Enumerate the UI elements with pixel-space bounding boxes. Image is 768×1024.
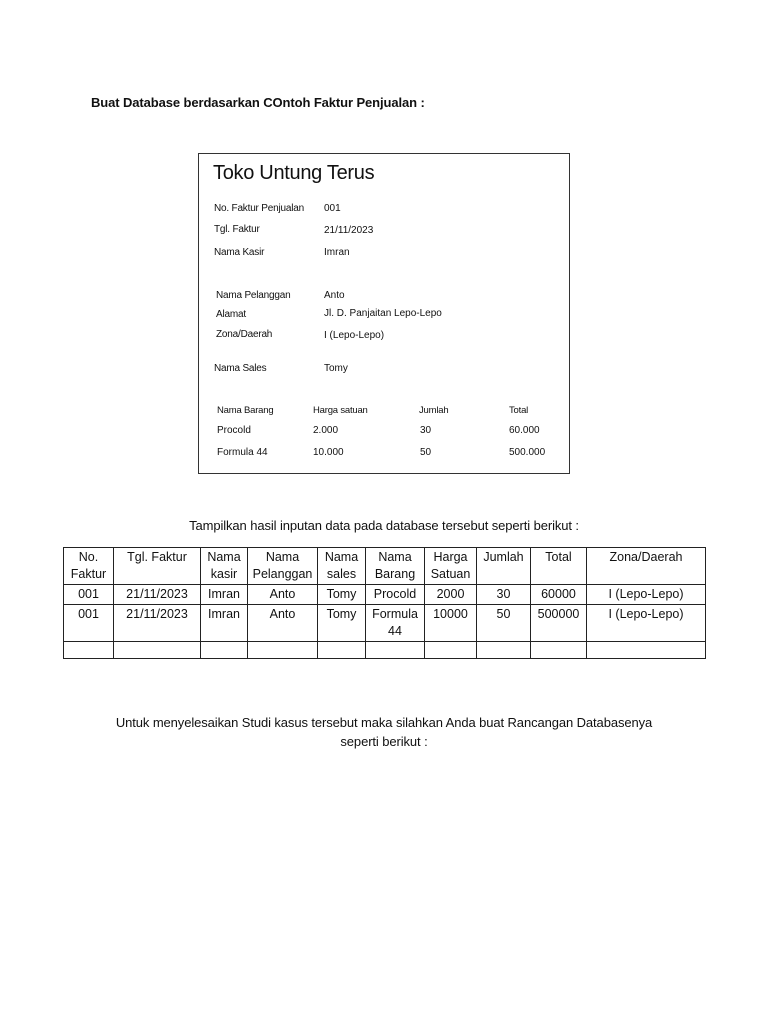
invoice-label-alamat: Alamat: [216, 309, 246, 320]
invoice-col-jumlah: Jumlah: [419, 405, 449, 416]
invoice-value-pelanggan: Anto: [324, 290, 345, 301]
header-nama-barang: Nama Barang: [366, 548, 425, 585]
table-header-row: [64, 548, 706, 585]
invoice-label-sales: Nama Sales: [214, 363, 267, 374]
invoice-item-name: Formula 44: [217, 447, 268, 458]
cell-tgl-faktur: 21/11/2023: [114, 585, 201, 605]
invoice-label-pelanggan: Nama Pelanggan: [216, 290, 291, 301]
cell-nama-kasir: Imran: [201, 605, 248, 642]
cell-tgl-faktur: 21/11/2023: [114, 605, 201, 642]
cell-nama-sales: Tomy: [318, 605, 366, 642]
invoice-image: [198, 153, 570, 474]
invoice-value-no-faktur: 001: [324, 203, 341, 214]
invoice-item-price: 2.000: [313, 425, 339, 436]
cell-nama-pelanggan: Anto: [248, 605, 318, 642]
cell-jumlah: 30: [477, 585, 531, 605]
invoice-value-kasir: Imran: [324, 247, 350, 258]
invoice-col-harga: Harga satuan: [313, 405, 368, 416]
header-zona: Zona/Daerah: [587, 548, 706, 585]
invoice-col-nama-barang: Nama Barang: [217, 405, 274, 416]
result-table: [63, 547, 706, 659]
cell-no-faktur: 001: [64, 605, 114, 642]
table-row: [64, 605, 706, 642]
cell-harga-satuan: 2000: [425, 585, 477, 605]
cell-nama-pelanggan: Anto: [248, 585, 318, 605]
page-heading: Buat Database berdasarkan COntoh Faktur Penjualan :: [91, 95, 425, 110]
table-caption: Tampilkan hasil inputan data pada database tersebut seperti berikut :: [189, 518, 579, 533]
invoice-label-kasir: Nama Kasir: [214, 247, 265, 258]
cell-total: 500000: [531, 605, 587, 642]
store-name: Toko Untung Terus: [213, 162, 375, 184]
header-nama-kasir: Nama kasir: [201, 548, 248, 585]
invoice-item-qty: 30: [420, 425, 432, 436]
invoice-item-total: 500.000: [509, 447, 546, 458]
invoice-item-qty: 50: [420, 447, 432, 458]
header-nama-pelanggan: Nama Pelanggan: [248, 548, 318, 585]
bottom-caption: Untuk menyelesaikan Studi kasus tersebut maka silahkan Anda buat Rancangan Databasenya seperti berikut :: [115, 715, 653, 749]
invoice-value-zona: I (Lepo-Lepo): [324, 330, 385, 341]
invoice-item-total: 60.000: [509, 425, 540, 436]
cell-nama-sales: Tomy: [318, 585, 366, 605]
invoice-item-price: 10.000: [313, 447, 344, 458]
invoice-label-no-faktur: No. Faktur Penjualan: [214, 203, 304, 214]
invoice-value-sales: Tomy: [324, 363, 348, 374]
cell-nama-barang: Procold: [366, 585, 425, 605]
header-no-faktur: No. Faktur: [64, 548, 114, 585]
header-total: Total: [531, 548, 587, 585]
table-row-empty: [64, 642, 706, 659]
cell-zona: I (Lepo-Lepo): [587, 585, 706, 605]
cell-nama-barang: Formula 44: [366, 605, 425, 642]
invoice-item-name: Procold: [217, 425, 251, 436]
header-tgl-faktur: Tgl. Faktur: [114, 548, 201, 585]
cell-harga-satuan: 10000: [425, 605, 477, 642]
invoice-value-tgl-faktur: 21/11/2023: [324, 225, 374, 236]
header-nama-sales: Nama sales: [318, 548, 366, 585]
invoice-label-tgl-faktur: Tgl. Faktur: [214, 224, 260, 235]
header-harga-satuan: Harga Satuan: [425, 548, 477, 585]
header-jumlah: Jumlah: [477, 548, 531, 585]
invoice-label-zona: Zona/Daerah: [216, 329, 273, 340]
invoice-value-alamat: Jl. D. Panjaitan Lepo-Lepo: [324, 308, 442, 319]
cell-zona: I (Lepo-Lepo): [587, 605, 706, 642]
table-row: [64, 585, 706, 605]
cell-no-faktur: 001: [64, 585, 114, 605]
invoice-col-total: Total: [509, 405, 529, 416]
cell-nama-kasir: Imran: [201, 585, 248, 605]
cell-total: 60000: [531, 585, 587, 605]
cell-jumlah: 50: [477, 605, 531, 642]
